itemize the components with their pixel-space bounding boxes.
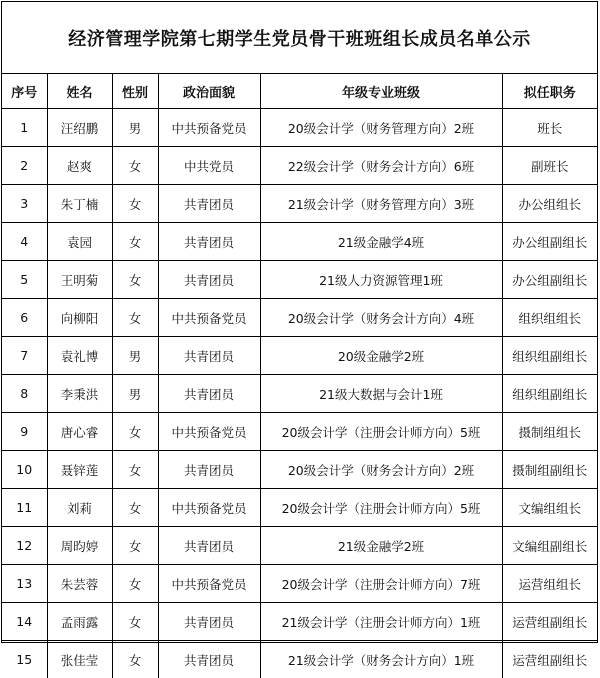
- cell-name: 孟雨露: [47, 603, 112, 641]
- cell-position: 文编组组长: [502, 489, 597, 527]
- header-political-status: 政治面貌: [158, 74, 260, 109]
- table-row: [2, 565, 597, 603]
- cell-gender: 女: [112, 299, 158, 337]
- cell-index: 6: [2, 299, 47, 337]
- cell-gender: 女: [112, 451, 158, 489]
- cell-class: 21级会计学（财务管理方向）3班: [260, 185, 502, 223]
- cell-class: 20级会计学（注册会计师方向）5班: [260, 413, 502, 451]
- table-row: [2, 527, 597, 565]
- cell-political-status: 共青团员: [158, 527, 260, 565]
- cell-political-status: 中共党员: [158, 147, 260, 185]
- cell-class: 20级会计学（财务会计方向）2班: [260, 451, 502, 489]
- header-index: 序号: [2, 74, 47, 109]
- header-class: 年级专业班级: [260, 74, 502, 109]
- cell-name: 王明菊: [47, 261, 112, 299]
- cell-name: 袁园: [47, 223, 112, 261]
- cell-political-status: 中共预备党员: [158, 489, 260, 527]
- cell-class: 20级会计学（注册会计师方向）5班: [260, 489, 502, 527]
- cell-gender: 女: [112, 565, 158, 603]
- member-table: [2, 74, 597, 678]
- table-row: [2, 299, 597, 337]
- cell-position: 副班长: [502, 147, 597, 185]
- cell-name: 朱丁楠: [47, 185, 112, 223]
- cell-index: 12: [2, 527, 47, 565]
- cell-position: 组织组副组长: [502, 375, 597, 413]
- cell-class: 21级会计学（财务会计方向）1班: [260, 641, 502, 678]
- header-name: 姓名: [47, 74, 112, 109]
- cell-name: 聂锌莲: [47, 451, 112, 489]
- cell-index: 13: [2, 565, 47, 603]
- cell-position: 组织组组长: [502, 299, 597, 337]
- cell-name: 袁礼博: [47, 337, 112, 375]
- cell-gender: 女: [112, 641, 158, 678]
- cell-position: 文编组副组长: [502, 527, 597, 565]
- cell-political-status: 共青团员: [158, 223, 260, 261]
- cell-class: 21级金融学2班: [260, 527, 502, 565]
- page-title: 经济管理学院第七期学生党员骨干班班组长成员名单公示: [2, 2, 597, 74]
- table-row: [2, 147, 597, 185]
- cell-position: 办公组副组长: [502, 261, 597, 299]
- cell-political-status: 中共预备党员: [158, 109, 260, 147]
- cell-gender: 女: [112, 413, 158, 451]
- cell-index: 4: [2, 223, 47, 261]
- cell-position: 运营组组长: [502, 565, 597, 603]
- cell-index: 8: [2, 375, 47, 413]
- cell-index: 7: [2, 337, 47, 375]
- cell-index: 2: [2, 147, 47, 185]
- cell-index: 14: [2, 603, 47, 641]
- cell-political-status: 共青团员: [158, 641, 260, 678]
- cell-class: 21级会计学（注册会计师方向）1班: [260, 603, 502, 641]
- cell-index: 10: [2, 451, 47, 489]
- cell-position: 运营组副组长: [502, 603, 597, 641]
- header-position: 拟任职务: [502, 74, 597, 109]
- cell-name: 向柳阳: [47, 299, 112, 337]
- cell-index: 3: [2, 185, 47, 223]
- cell-index: 1: [2, 109, 47, 147]
- cell-class: 21级大数据与会计1班: [260, 375, 502, 413]
- document-frame: [1, 1, 598, 643]
- cell-gender: 女: [112, 489, 158, 527]
- cell-gender: 女: [112, 527, 158, 565]
- cell-index: 15: [2, 641, 47, 678]
- cell-name: 赵爽: [47, 147, 112, 185]
- cell-position: 组织组副组长: [502, 337, 597, 375]
- table-header-row: [2, 74, 597, 109]
- table-body: [2, 109, 597, 678]
- cell-gender: 女: [112, 603, 158, 641]
- cell-index: 11: [2, 489, 47, 527]
- cell-position: 班长: [502, 109, 597, 147]
- header-gender: 性别: [112, 74, 158, 109]
- cell-name: 汪绍鹏: [47, 109, 112, 147]
- cell-name: 张佳莹: [47, 641, 112, 678]
- cell-political-status: 共青团员: [158, 261, 260, 299]
- cell-political-status: 共青团员: [158, 185, 260, 223]
- cell-class: 20级会计学（财务会计方向）4班: [260, 299, 502, 337]
- cell-position: 摄制组副组长: [502, 451, 597, 489]
- table-row: [2, 109, 597, 147]
- cell-gender: 男: [112, 109, 158, 147]
- cell-class: 20级金融学2班: [260, 337, 502, 375]
- cell-political-status: 共青团员: [158, 337, 260, 375]
- cell-name: 周昀婷: [47, 527, 112, 565]
- table-row: [2, 603, 597, 641]
- table-row: [2, 261, 597, 299]
- cell-class: 20级会计学（财务管理方向）2班: [260, 109, 502, 147]
- table-row: [2, 223, 597, 261]
- table-row: [2, 375, 597, 413]
- cell-class: 20级会计学（注册会计师方向）7班: [260, 565, 502, 603]
- cell-political-status: 共青团员: [158, 375, 260, 413]
- cell-class: 22级会计学（财务会计方向）6班: [260, 147, 502, 185]
- cell-position: 办公组组长: [502, 185, 597, 223]
- cell-name: 刘莉: [47, 489, 112, 527]
- cell-political-status: 共青团员: [158, 451, 260, 489]
- cell-political-status: 中共预备党员: [158, 299, 260, 337]
- cell-index: 9: [2, 413, 47, 451]
- cell-political-status: 中共预备党员: [158, 565, 260, 603]
- cell-gender: 男: [112, 337, 158, 375]
- cell-gender: 女: [112, 223, 158, 261]
- table-row: [2, 641, 597, 678]
- cell-class: 21级人力资源管理1班: [260, 261, 502, 299]
- table-row: [2, 413, 597, 451]
- table-row: [2, 489, 597, 527]
- cell-class: 21级金融学4班: [260, 223, 502, 261]
- cell-gender: 女: [112, 261, 158, 299]
- cell-political-status: 共青团员: [158, 603, 260, 641]
- table-row: [2, 337, 597, 375]
- cell-position: 办公组副组长: [502, 223, 597, 261]
- cell-name: 李秉洪: [47, 375, 112, 413]
- table-row: [2, 185, 597, 223]
- cell-name: 朱芸蓉: [47, 565, 112, 603]
- table-row: [2, 451, 597, 489]
- cell-index: 5: [2, 261, 47, 299]
- cell-gender: 女: [112, 147, 158, 185]
- cell-position: 运营组副组长: [502, 641, 597, 678]
- cell-position: 摄制组组长: [502, 413, 597, 451]
- cell-gender: 女: [112, 185, 158, 223]
- cell-gender: 男: [112, 375, 158, 413]
- cell-political-status: 中共预备党员: [158, 413, 260, 451]
- cell-name: 唐心睿: [47, 413, 112, 451]
